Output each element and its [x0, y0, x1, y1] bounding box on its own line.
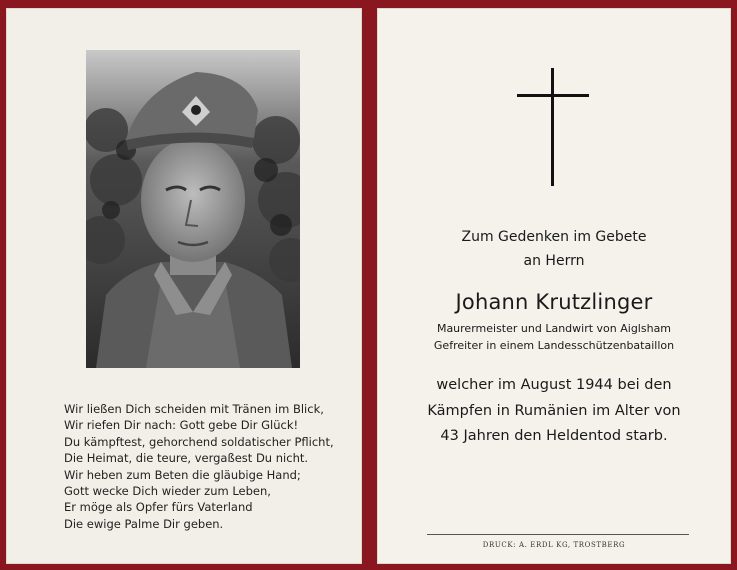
military-rank: Gefreiter in einem Landesschützenbataillon: [433, 339, 675, 352]
memorial-line: Zum Gedenken im Gebete: [461, 229, 647, 245]
death-line: welcher im August 1944 bei den: [436, 377, 672, 393]
death-line: 43 Jahren den Heldentod starb.: [440, 428, 668, 444]
soldier-portrait-photo: [86, 50, 300, 368]
right-card: [377, 8, 731, 564]
cross-icon: [517, 68, 589, 186]
poem-line: Du kämpftest, gehorchend soldatischer Pflicht,: [64, 434, 334, 449]
printer-imprint: DRUCK: A. ERDL KG, TROSTBERG: [482, 541, 626, 549]
poem-line: Gott wecke Dich wieder zum Leben,: [64, 484, 271, 499]
poem-line: Wir ließen Dich scheiden mit Tränen im Blick,: [64, 402, 324, 416]
poem-line: Wir heben zum Beten die gläubige Hand;: [64, 467, 301, 482]
occupation: Maurermeister und Landwirt von Aiglsham: [436, 322, 672, 335]
portrait-image: [86, 50, 300, 368]
poem-line: Die Heimat, die teure, vergaßest Du nicht.: [64, 451, 309, 466]
deceased-name: Johann Krutzlinger: [455, 290, 653, 314]
memorial-poem: [64, 401, 344, 532]
poem-line: Die ewige Palme Dir geben.: [64, 516, 224, 531]
death-line: Kämpfen in Rumänien im Alter von: [427, 403, 681, 419]
poem-line: Wir riefen Dir nach: Gott gebe Dir Glück!: [64, 418, 299, 433]
salutation: an Herrn: [523, 253, 585, 269]
left-card: [6, 8, 362, 564]
poem-line: Er möge als Opfer fürs Vaterland: [64, 500, 253, 515]
divider: [427, 534, 689, 535]
